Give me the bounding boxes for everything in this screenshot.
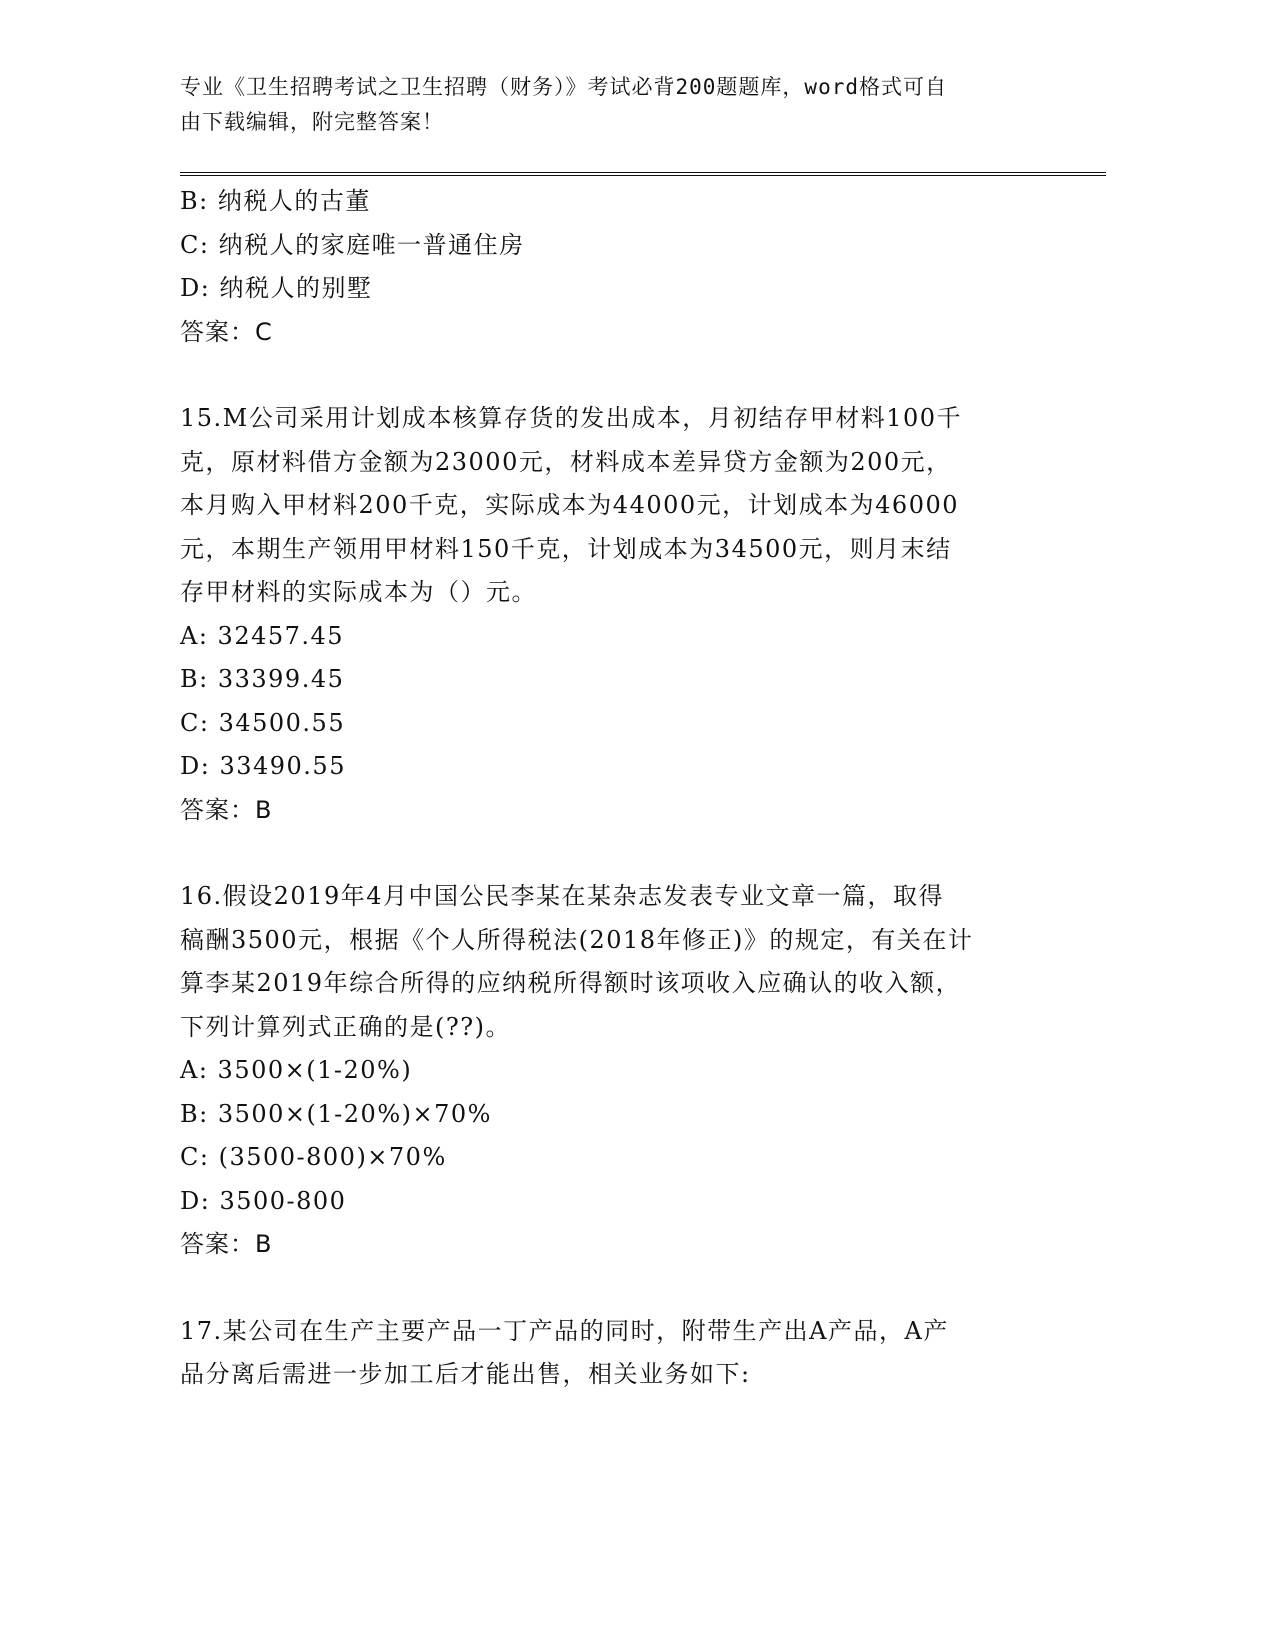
option-b: B: 33399.45 [180,665,345,693]
question-17 [180,1310,1060,1397]
answer-line: 答案：B [180,1230,273,1258]
question-text-line: 存甲材料的实际成本为（）元。 [180,578,537,606]
option-c: C: (3500-800)×70% [180,1143,447,1171]
document-header [180,70,1030,140]
header-line-2: 由下载编辑，附完整答案！ [180,110,444,134]
header-line-1: 专业《卫生招聘考试之卫生招聘（财务）》考试必背200题题库，word格式可自 [180,75,947,99]
question-text-line: 算李某2019年综合所得的应纳税所得额时该项收入应确认的收入额， [180,969,962,997]
question-text-line: 17.某公司在生产主要产品一丁产品的同时，附带生产出A产品，A产 [180,1316,949,1345]
option-d: D: 3500-800 [180,1186,347,1215]
option-a: A: 3500×(1-20%) [180,1056,413,1084]
option-c: C: 34500.55 [180,708,346,737]
document-body [180,180,1060,1397]
answer-line: 答案：C [180,317,273,346]
header-divider [180,172,1106,176]
option-a: A: 32457.45 [180,621,345,650]
question-text-line: 稿酬3500元，根据《个人所得税法(2018年修正)》的规定，有关在计 [180,925,974,954]
question-text-line: 下列计算列式正确的是(??)。 [180,1012,511,1041]
question-text-line: 本月购入甲材料200千克，实际成本为44000元，计划成本为46000 [180,491,960,519]
question-14-tail [180,180,1060,354]
option-d: D: 33490.55 [180,752,346,780]
option-b: B: 纳税人的古董 [180,187,371,215]
question-text-line: 克，原材料借方金额为23000元，材料成本差异贷方金额为200元， [180,447,952,476]
option-c: C: 纳税人的家庭唯一普通住房 [180,230,525,259]
question-text-line: 元，本期生产领用甲材料150千克，计划成本为34500元，则月末结 [180,534,952,563]
question-text-line: 16.假设2019年4月中国公民李某在某杂志发表专业文章一篇，取得 [180,882,945,910]
question-15 [180,397,1060,832]
option-d: D: 纳税人的别墅 [180,274,373,302]
question-16 [180,875,1060,1267]
option-b: B: 3500×(1-20%)×70% [180,1099,492,1128]
answer-line: 答案：B [180,795,273,824]
question-text-line: 品分离后需进一步加工后才能出售，相关业务如下: [180,1360,751,1388]
question-text-line: 15.M公司采用计划成本核算存货的发出成本，月初结存甲材料100千 [180,404,963,432]
